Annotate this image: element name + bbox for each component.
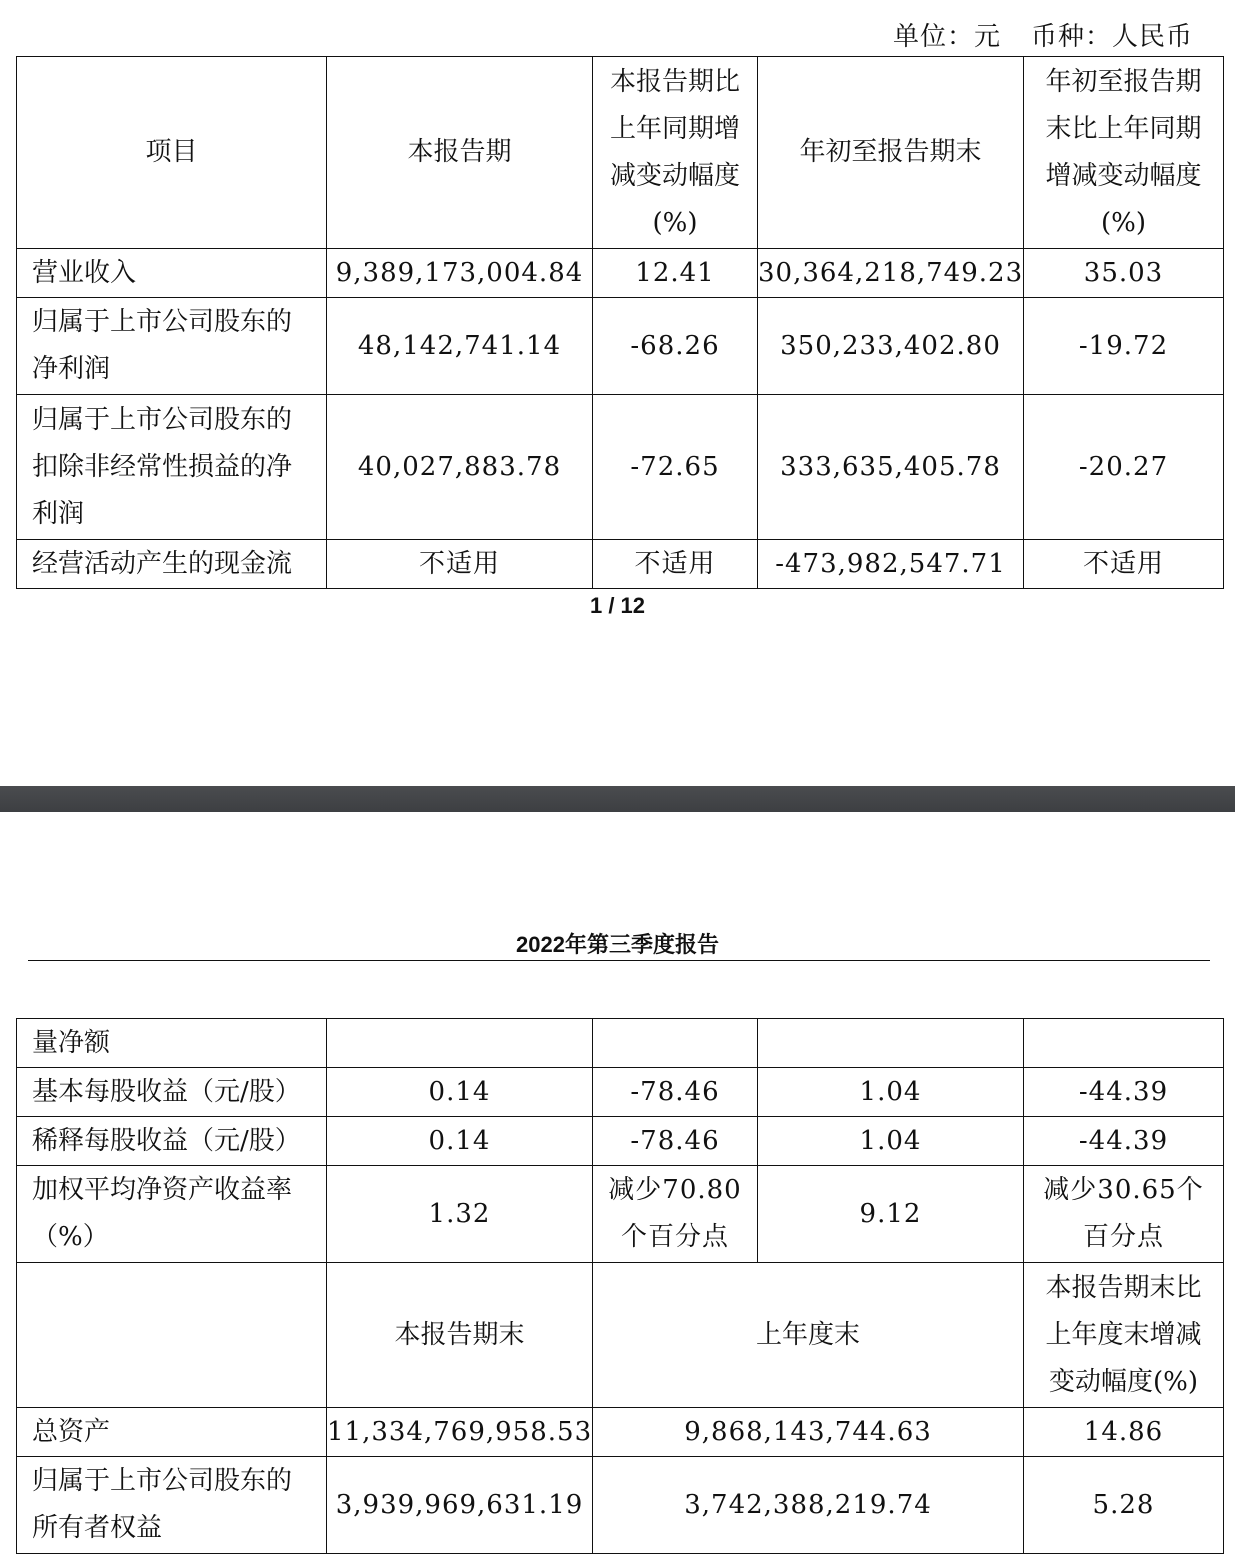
cell-value: 11,334,769,958.53 (327, 1408, 593, 1457)
table-row (17, 1068, 1224, 1117)
row-label: 营业收入 (17, 249, 327, 298)
cell-value: 14.86 (1024, 1408, 1224, 1457)
title-underline (28, 960, 1210, 961)
cell-value: 减少70.80个百分点 (593, 1166, 758, 1263)
financial-table-bottom (16, 1018, 1224, 1554)
financial-table-top (16, 56, 1224, 589)
cell-value: 30,364,218,749.23 (758, 249, 1024, 298)
cell-value: 1.04 (758, 1068, 1024, 1117)
cell-value: 0.14 (327, 1117, 593, 1166)
row-label: 经营活动产生的现金流 (17, 540, 327, 589)
row-label: 归属于上市公司股东的所有者权益 (17, 1457, 327, 1554)
subheader-change: 本报告期末比上年度末增减变动幅度(%) (1024, 1263, 1224, 1408)
cell-value (327, 1019, 593, 1068)
table-row (17, 1019, 1224, 1068)
page-separator (0, 786, 1235, 812)
header-item: 项目 (17, 57, 327, 249)
cell-value: -44.39 (1024, 1117, 1224, 1166)
table-subheader-row (17, 1263, 1224, 1408)
cell-value: 0.14 (327, 1068, 593, 1117)
cell-value: -19.72 (1024, 298, 1224, 395)
row-label: 量净额 (17, 1019, 327, 1068)
table-row (17, 1457, 1224, 1554)
subheader-prior-year-end: 上年度末 (593, 1263, 1024, 1408)
table-row (17, 249, 1224, 298)
table-row (17, 1166, 1224, 1263)
cell-value: 40,027,883.78 (327, 395, 593, 540)
unit-label: 单位：元 (892, 22, 1001, 52)
table-row (17, 1117, 1224, 1166)
row-label: 基本每股收益（元/股） (17, 1068, 327, 1117)
cell-value: 48,142,741.14 (327, 298, 593, 395)
cell-value: -473,982,547.71 (758, 540, 1024, 589)
cell-value: 3,939,969,631.19 (327, 1457, 593, 1554)
cell-value: 不适用 (327, 540, 593, 589)
cell-value: -44.39 (1024, 1068, 1224, 1117)
cell-value: -72.65 (593, 395, 758, 540)
cell-value: 12.41 (593, 249, 758, 298)
cell-value: 不适用 (1024, 540, 1224, 589)
table-row (17, 298, 1224, 395)
header-current-period: 本报告期 (327, 57, 593, 249)
cell-value: 333,635,405.78 (758, 395, 1024, 540)
subheader-period-end: 本报告期末 (327, 1263, 593, 1408)
table-row (17, 1408, 1224, 1457)
cell-value: -20.27 (1024, 395, 1224, 540)
cell-value: 3,742,388,219.74 (593, 1457, 1024, 1554)
cell-value: 35.03 (1024, 249, 1224, 298)
cell-value: 9,868,143,744.63 (593, 1408, 1024, 1457)
report-title: 2022年第三季度报告 (516, 932, 719, 957)
cell-value: 1.32 (327, 1166, 593, 1263)
cell-value: 350,233,402.80 (758, 298, 1024, 395)
row-label: 稀释每股收益（元/股） (17, 1117, 327, 1166)
cell-value: 1.04 (758, 1117, 1024, 1166)
cell-value: -68.26 (593, 298, 758, 395)
header-ytd-change: 年初至报告期末比上年同期增减变动幅度(%) (1024, 57, 1224, 249)
cell-value: 9.12 (758, 1166, 1024, 1263)
row-label: 归属于上市公司股东的净利润 (17, 298, 327, 395)
header-ytd: 年初至报告期末 (758, 57, 1024, 249)
cell-value: 不适用 (593, 540, 758, 589)
page-number: 1 / 12 (589, 593, 646, 618)
cell-value: -78.46 (593, 1068, 758, 1117)
row-label: 加权平均净资产收益率（%） (17, 1166, 327, 1263)
unit-currency-note (893, 16, 1193, 53)
cell-value: -78.46 (593, 1117, 758, 1166)
row-label: 总资产 (17, 1408, 327, 1457)
table-row (17, 395, 1224, 540)
row-label: 归属于上市公司股东的扣除非经常性损益的净利润 (17, 395, 327, 540)
cell-value (1024, 1019, 1224, 1068)
cell-value: 减少30.65个百分点 (1024, 1166, 1224, 1263)
header-current-change: 本报告期比上年同期增减变动幅度(%) (593, 57, 758, 249)
cell-value: 5.28 (1024, 1457, 1224, 1554)
cell-value (758, 1019, 1024, 1068)
table-row (17, 540, 1224, 589)
table-header-row (17, 57, 1224, 249)
cell-value (593, 1019, 758, 1068)
currency-label: 币种：人民币 (1030, 22, 1193, 52)
subheader-item (17, 1263, 327, 1408)
cell-value: 9,389,173,004.84 (327, 249, 593, 298)
